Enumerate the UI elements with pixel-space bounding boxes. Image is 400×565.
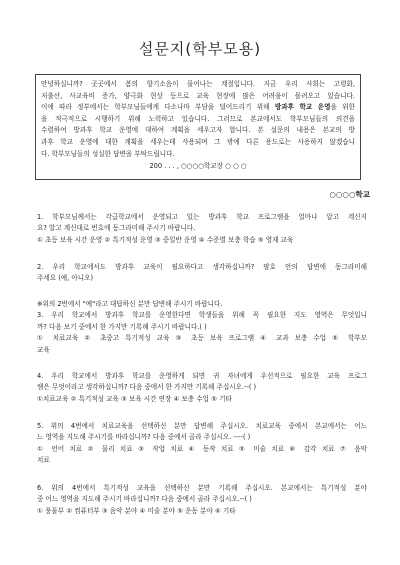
answer-options: ① 초등 보육 시간 운영 ② 특기적성 운영 ③ 중일반 운영 ④ 수준별 보충 학습 ⑤ 영재 교육: [37, 235, 294, 244]
question-3: [37, 299, 367, 356]
question-1: [37, 212, 367, 246]
intro-line-with-emphasis: 이에 따라 정부에서는 학부모님들에게 다소나마 부담을 덜어드리기 위해 방과후 학교 운영을 위한: [41, 103, 355, 112]
answer-options: ① 치료교육 ② 초중고 특기적성 교육 ③ 초등 보육 프로그램 ④ 교과 보충 수업 ⑤ 학부모: [37, 334, 367, 343]
question-text: 3. 우리 학교에서 방과후 학교를 운영한다면 학생들을 위해 꼭 필요한 지도 영역은 무엇입니: [37, 311, 367, 320]
question-5: [37, 421, 367, 467]
answer-options: 주세요 (예, 아니오): [37, 274, 94, 283]
question-text: 요? 알고 계신대로 번호에 동그라미해 주시기 바랍니다.: [37, 224, 196, 233]
intro-line: 수렴하여 방과후 학교 운영에 대하여 계획을 세우고자 합니다. 본 설문의 내용은 본교의 방: [41, 126, 355, 135]
note-text: ※위의 2번에서 "예"라고 대답하신 분만 답변해 주시기 바랍니다.: [37, 300, 223, 308]
question-6: [37, 483, 367, 517]
intro-box: [35, 74, 361, 180]
question-4: [37, 371, 367, 405]
answer-options: 치료: [37, 456, 50, 465]
answer-options: ① 풍물부 ② 컴퓨터부 ③ 음악 분야 ④ 미술 분야 ⑤ 운동 분야 ⑥ 기타: [37, 506, 236, 515]
answer-options: ① 언어 치료 ② 물리 치료 ③ 작업 치료 ④ 동작 치료 ⑤ 미술 치료 ⑥ 감각 치료 ⑦ 음악: [37, 444, 367, 453]
intro-line: 안녕하십니까? 곳곳에서 봄의 향기소음이 물어나는 계절입니다. 지금 우리 사회는 고령화,: [41, 80, 355, 88]
question-text: 5. 위의 4번에서 치료교육을 선택하신 분만 답변해 주십시오. 치료교육 중에서 본교에서는 어느: [37, 422, 367, 430]
question-text: 램은 무엇이라고 생각하십니까? 다음 중에서 한 가지만 기록해 주십시오.--( ): [37, 383, 257, 392]
intro-line: 다. 학부모님들의 성실한 답변을 부탁드립니다.: [41, 149, 175, 158]
question-text: 중 어느 영역을 지도해 주시기 바라십니까? 다음 중에서 골라 주십시오.--( ): [37, 495, 252, 504]
question-text: 2. 우리 학교에서도 방과후 교육이 필요하다고 생각하십니까? 팔호 안의 답변에 동그라미해: [37, 263, 367, 271]
intro-line: 저출산, 사교육비 증가, 양극화 현상 등으로 교육 현장에 많은 어려움이 몰려오고 있습니다.: [41, 91, 355, 100]
emphasis-text: 방과후 학교 운영: [274, 103, 331, 112]
signature-line: 200 . . . , ○○○○학교장 ○ ○ ○: [149, 162, 247, 171]
intro-line: 과후 학교 운영에 대한 계획을 세우는데 사용되며 그 밖에 다른 용도로는 사용하지 않겠습니: [41, 137, 355, 146]
survey-title: 설문지(학부모용): [138, 40, 262, 58]
answer-options: ①치료교육 ② 특기적성 교육 ③ 보육 시간 연장 ④ 보충 수업 ⑤ 기타: [37, 394, 232, 403]
question-text: 4. 우리 학교에서 방과후 학교를 운영하게 되면 귀 자녀에게 우선적으로 필요한 교육 프로그: [37, 372, 367, 380]
answer-options: 교육: [37, 345, 50, 354]
question-text: 느 영역을 지도해 주시기를 바라십니까? 다음 중에서 골라 주십시오. ----( ): [37, 433, 251, 442]
question-text: 6. 위의 4번에서 특기적성 교육을 선택하신 분만 기록해 주십시오. 본교에서는 특기적성 분야: [37, 484, 367, 492]
intro-line: 을 적극적으로 시행하기 위해 노력하고 있습니다. 그러므로 본교에서도 학부모님들의 의견을: [41, 114, 355, 123]
question-text: 까? 다음 보기 중에서 한 가지만 기록해 주시기 바랍니다.( ): [37, 322, 207, 331]
school-name: ○○○○학교: [329, 190, 370, 199]
question-2: [37, 262, 367, 285]
question-text: 1. 학부모님께서는 각급학교에서 운영되고 있는 방과후 학교 프로그램을 얼마나 알고 계신지: [37, 213, 367, 221]
